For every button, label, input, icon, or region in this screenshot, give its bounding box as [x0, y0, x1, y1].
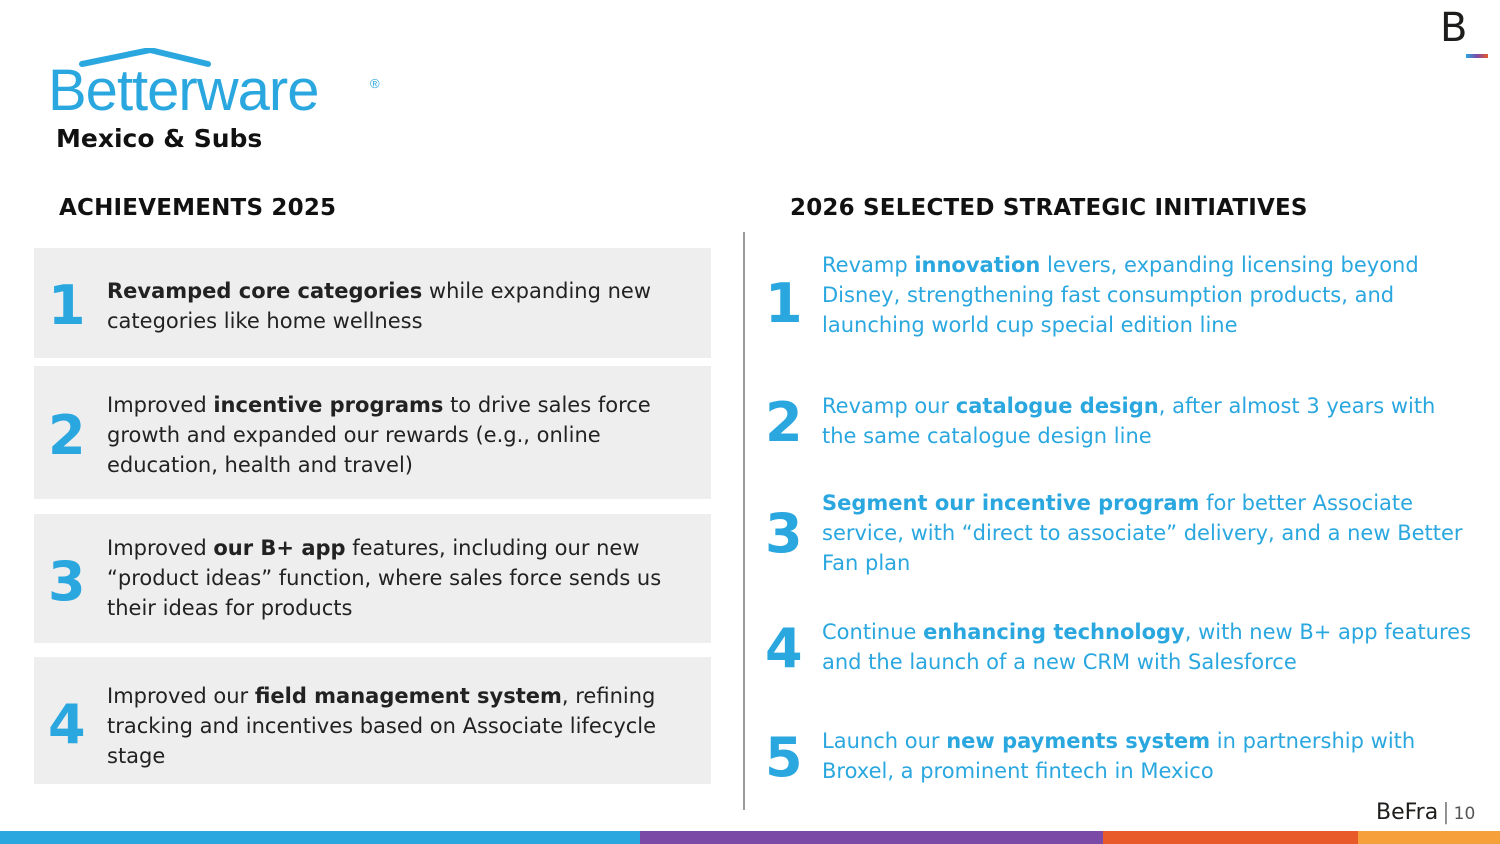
svg-text:®: ®: [370, 76, 380, 91]
achievement-text: Improved incentive programs to drive sales force growth and expanded our rewards (e.g., online education, health and travel): [107, 393, 651, 477]
bold-emphasis: incentive programs: [213, 393, 444, 417]
bold-emphasis: our B+ app: [213, 536, 346, 560]
bold-emphasis: field management system: [254, 684, 562, 708]
corner-brand-logo: [1440, 5, 1490, 56]
betterware-logo: [48, 48, 388, 118]
bold-emphasis: enhancing technology: [923, 620, 1185, 644]
footer-stripe-purple: [640, 831, 1103, 844]
brand-block: [48, 48, 388, 153]
brand-subtitle: Mexico & Subs: [56, 124, 263, 153]
corner-logo-letter: B: [1440, 5, 1468, 51]
footer-logo: BeFra: [1376, 800, 1439, 825]
footer-stripe-lightorange: [1358, 831, 1500, 844]
initiative-text: Revamp our catalogue design, after almost 3 years with the same catalogue design line: [822, 394, 1436, 448]
footer-stripe-blue: [0, 831, 640, 844]
footer-stripe-orange: [1103, 831, 1358, 844]
bold-emphasis: Revamped core categories: [107, 279, 423, 303]
initiatives-title: 2026 SELECTED STRATEGIC INITIATIVES: [790, 195, 1308, 221]
achievement-card: [34, 514, 711, 643]
bold-emphasis: Segment our incentive program: [822, 491, 1200, 515]
initiative-text: Continue enhancing technology, with new B+ app features and the launch of a new CRM with Salesforce: [822, 620, 1472, 674]
achievement-text: Revamped core categories while expanding new categories like home wellness: [107, 279, 652, 333]
achievement-card: [34, 366, 711, 499]
initiative-number: 4: [765, 617, 803, 680]
initiative-text: Segment our incentive program for better Associate service, with “direct to associate” delivery, and a new Better Fan plan: [822, 491, 1463, 575]
achievement-number: 2: [48, 404, 86, 467]
initiative-number: 3: [765, 502, 803, 565]
achievement-card: [34, 657, 711, 784]
achievement-number: 4: [48, 693, 86, 756]
achievement-number: 3: [48, 550, 86, 613]
corner-logo-bar: [1466, 54, 1488, 58]
achievements-title: ACHIEVEMENTS 2025: [59, 195, 337, 221]
bold-emphasis: innovation: [914, 253, 1041, 277]
achievement-text: Improved our field management system, refining tracking and incentives based on Associate lifecycle stage: [107, 684, 657, 768]
column-divider: [743, 232, 745, 810]
initiative-number: 1: [765, 272, 803, 335]
initiative-number: 5: [765, 726, 803, 789]
achievement-text: Improved our B+ app features, including our new “product ideas” function, where sales force sends us their ideas for products: [107, 536, 662, 620]
footer-brand: [1376, 800, 1475, 825]
initiative-text: Revamp innovation levers, expanding licensing beyond Disney, strengthening fast consumption products, and launching world cup special edition line: [822, 253, 1419, 337]
initiative-number: 2: [765, 391, 803, 454]
footer-separator: |: [1442, 800, 1450, 825]
initiative-text: Launch our new payments system in partnership with Broxel, a prominent fintech in Mexico: [822, 729, 1416, 783]
bold-emphasis: new payments system: [946, 729, 1211, 753]
achievement-card: [34, 248, 711, 358]
bold-emphasis: catalogue design: [955, 394, 1159, 418]
achievement-number: 1: [48, 274, 86, 337]
page-number: 10: [1453, 804, 1476, 824]
svg-text:Betterware: Betterware: [48, 58, 319, 118]
